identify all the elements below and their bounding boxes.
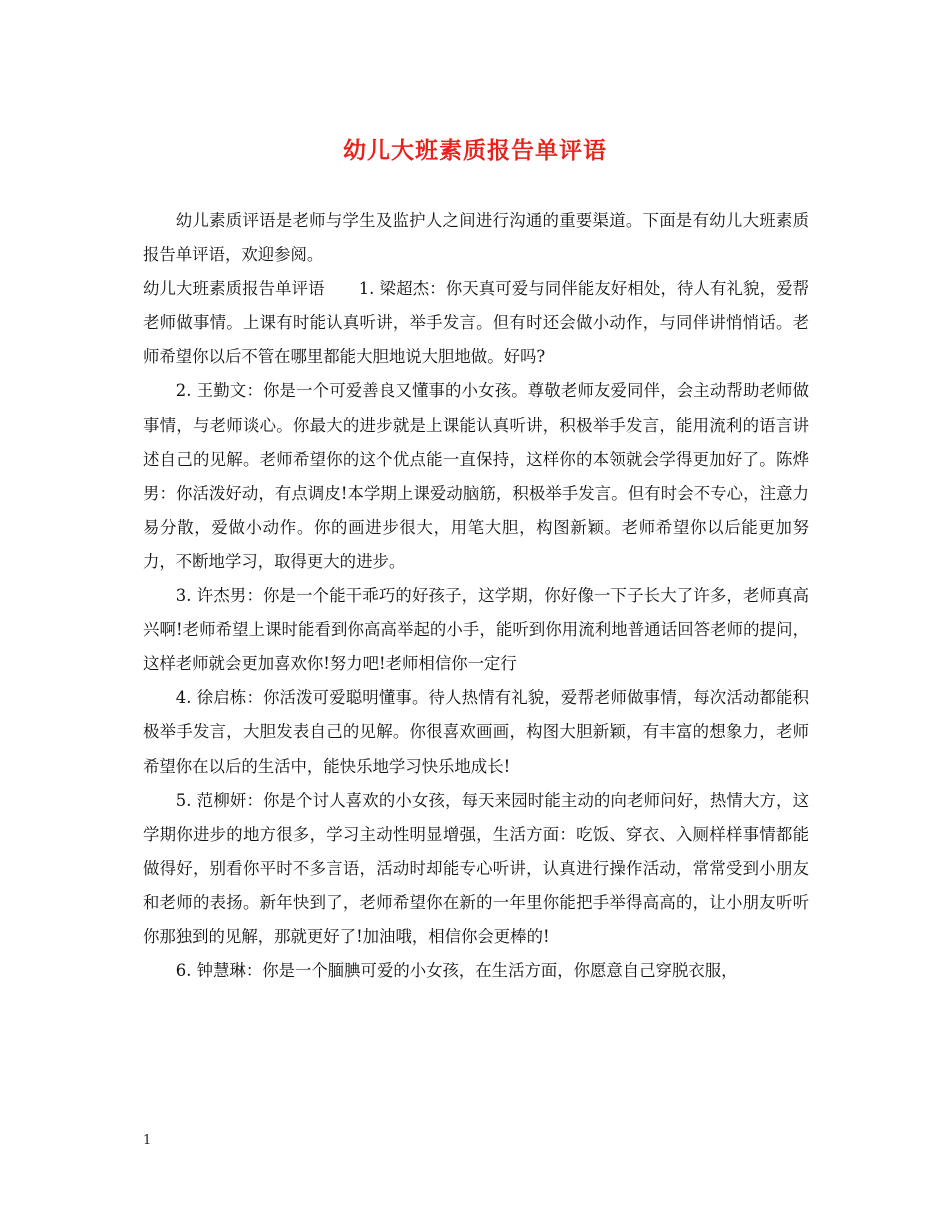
document-body [143, 204, 809, 988]
page-number: 1 [143, 1133, 152, 1148]
document-title: 幼儿大班素质报告单评语 [343, 137, 607, 164]
intro-paragraph: 幼儿素质评语是老师与学生及监护人之间进行沟通的重要渠道。下面是有幼儿大班素质报告单评语，欢迎参阅。 [143, 211, 809, 265]
comment-5: 5. 范柳妍：你是个讨人喜欢的小女孩，每天来园时能主动的向老师问好，热情大方，这学期你进步的地方很多，学习主动性明显增强，生活方面：吃饭、穿衣、入厕样样事情都能做得好，别看你平时不多言语，活动时却能专心听讲，认真进行操作活动，常常受到小朋友和老师的表扬。新年快到了，老师希望你在新的一年里你能把手举得高高的，让小朋友听听你那独到的见解，那就更好了!加油哦，相信你会更棒的! [143, 790, 809, 946]
comment-3: 3. 许杰男：你是一个能干乖巧的好孩子，这学期，你好像一下子长大了许多，老师真高兴啊!老师希望上课时能看到你高高举起的小手，能听到你用流利地普通话回答老师的提问，这样老师就会更加喜欢你!努力吧!老师相信你一定行 [143, 586, 809, 674]
section-paragraph-1 [143, 272, 809, 374]
comment-4: 4. 徐启栋：你活泼可爱聪明懂事。待人热情有礼貌，爱帮老师做事情，每次活动都能积极举手发言，大胆发表自己的见解。你很喜欢画画，构图大胆新颖，有丰富的想象力，老师希望你在以后的生活中，能快乐地学习快乐地成长! [143, 688, 809, 776]
comment-6: 6. 钟慧琳：你是一个腼腆可爱的小女孩，在生活方面，你愿意自己穿脱衣服， [175, 961, 738, 981]
comment-1: 1. 梁超杰：你天真可爱与同伴能友好相处，待人有礼貌，爱帮老师做事情。上课有时能认真听讲，举手发言。但有时还会做小动作，与同伴讲悄悄话。老师希望你以后不管在哪里都能大胆地说大胆地做。好吗? [143, 279, 810, 367]
section-heading: 幼儿大班素质报告单评语 [143, 279, 325, 299]
comment-2: 2. 王勤文：你是一个可爱善良又懂事的小女孩。尊敬老师友爱同伴，会主动帮助老师做事情，与老师谈心。你最大的进步就是上课能认真听讲，积极举手发言，能用流利的语言讲述自己的见解。老师希望你的这个优点能一直保持，这样你的本领就会学得更加好了。陈烨男：你活泼好动，有点调皮!本学期上课爱动脑筋，积极举手发言。但有时会不专心，注意力易分散，爱做小动作。你的画进步很大，用笔大胆，构图新颖。老师希望你以后能更加努力，不断地学习，取得更大的进步。 [143, 381, 809, 571]
